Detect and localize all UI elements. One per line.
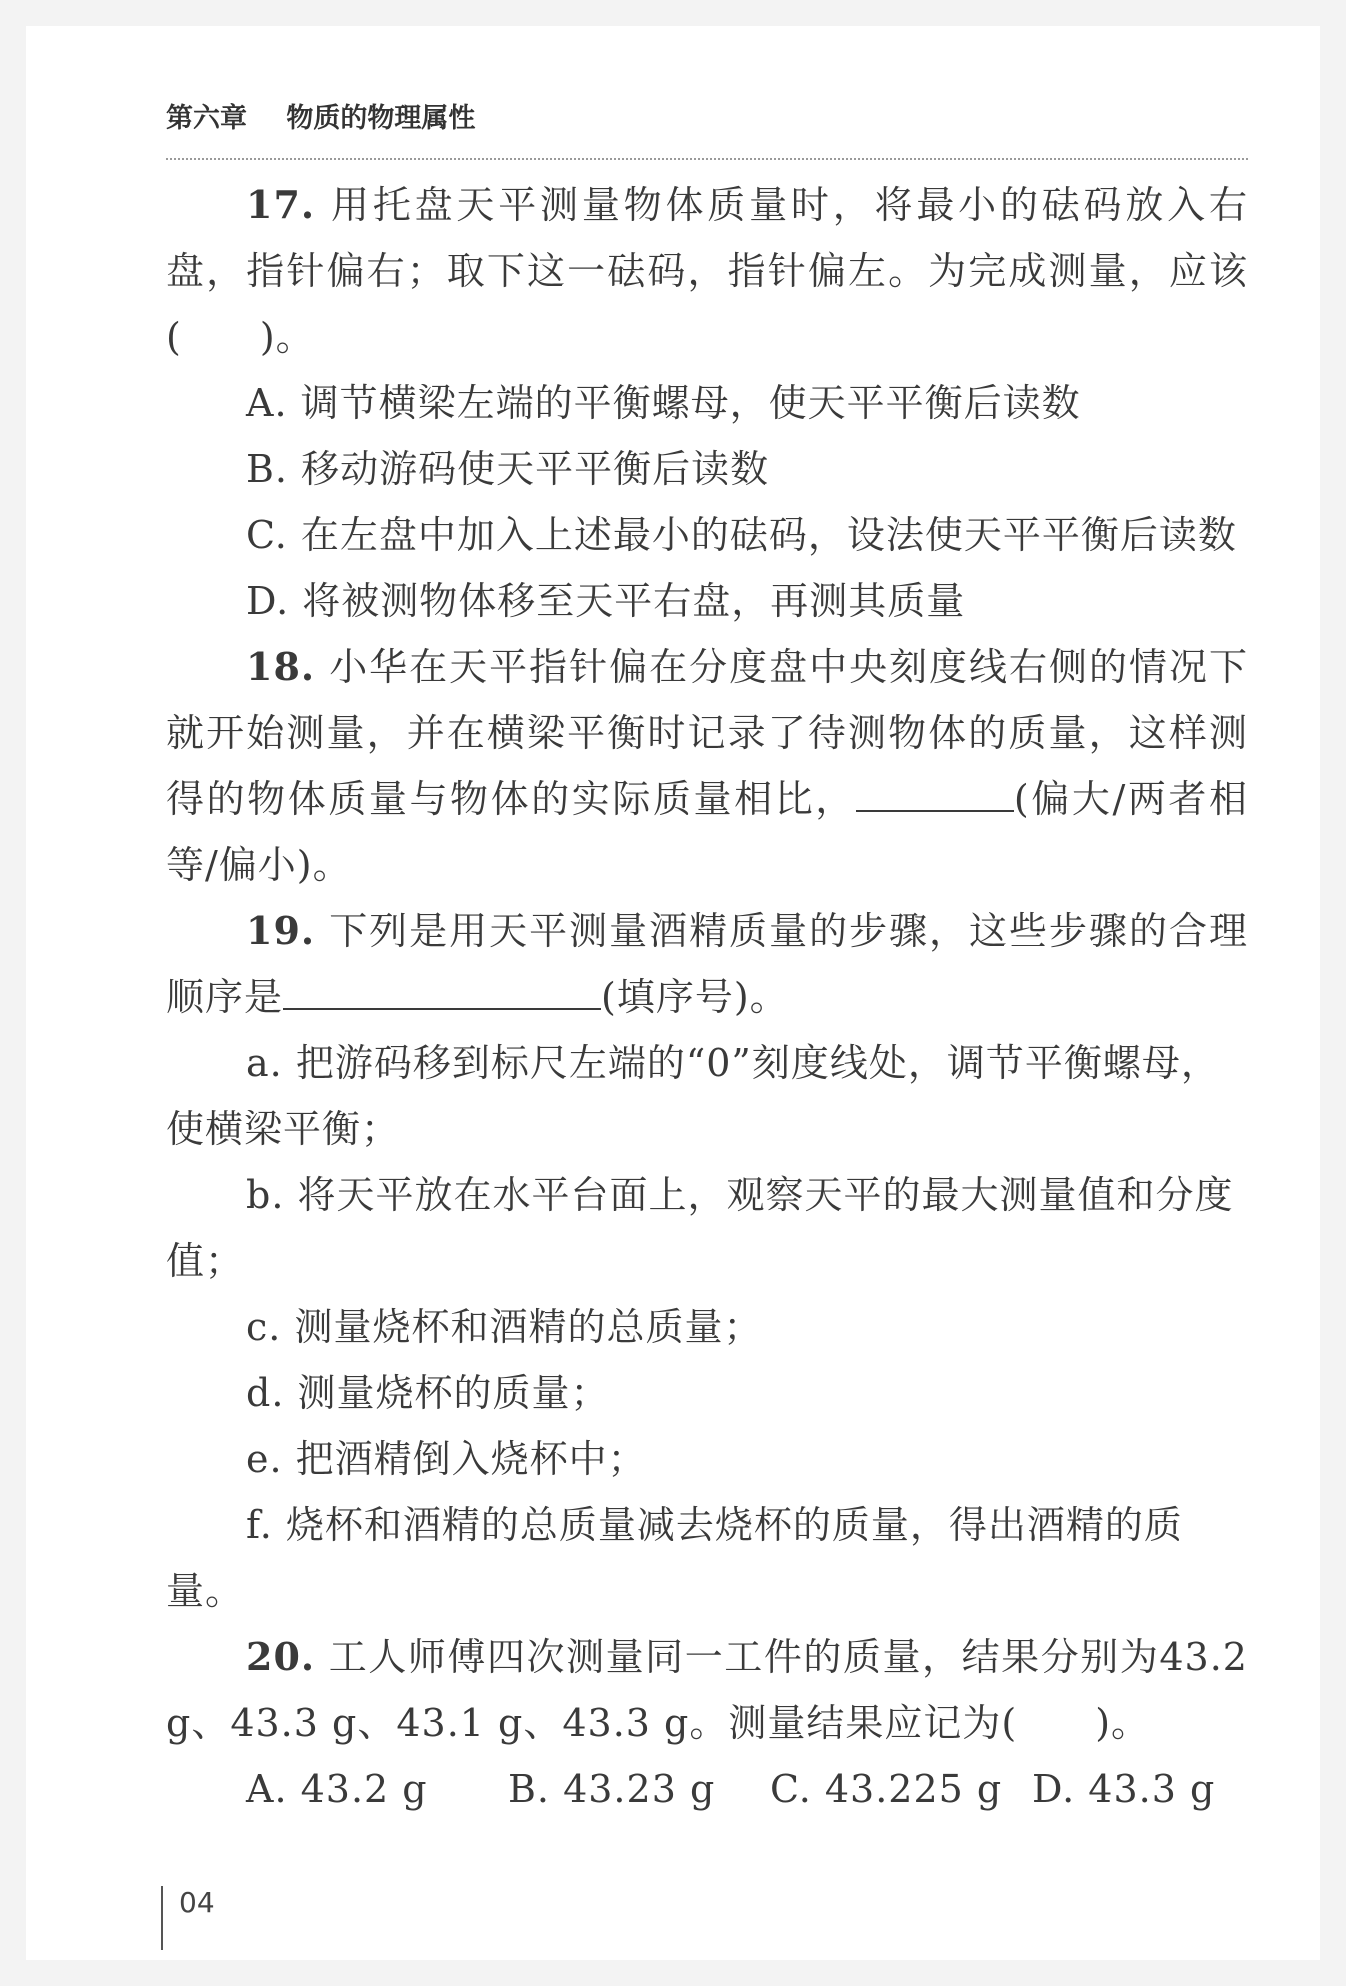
question-20-option-d: D. 43.3 g	[1032, 1767, 1216, 1811]
question-18-number: 18.	[246, 644, 316, 689]
question-18-stem-after: (偏大/两者相等/偏小)。	[166, 777, 1248, 887]
question-17-option-a: A. 调节横梁左端的平衡螺母，使天平平衡后读数	[246, 381, 1081, 425]
question-19-step-b: b. 将天平放在水平台面上，观察天平的最大测量值和分度值；	[166, 1173, 1234, 1283]
question-19-step-d: d. 测量烧杯的质量；	[246, 1371, 610, 1415]
question-20-stem: 工人师傅四次测量同一工件的质量，结果分别为43.2 g、43.3 g、43.1 g、43.3 g。测量结果应记为( )。	[166, 1635, 1248, 1745]
question-19-stem-before: 下列是用天平测量酒精质量的步骤，这些步骤的合理顺序是	[166, 909, 1248, 1019]
question-18-answer-blank[interactable]	[856, 766, 1014, 812]
question-18	[166, 634, 1248, 898]
question-20-number: 20.	[246, 1634, 316, 1679]
question-19-step-f: f. 烧杯和酒精的总质量减去烧杯的质量，得出酒精的质量。	[166, 1503, 1183, 1613]
question-19-step-e: e. 把酒精倒入烧杯中；	[246, 1437, 647, 1481]
question-19-number: 19.	[246, 908, 316, 953]
question-20-option-c: C. 43.225 g	[770, 1767, 1003, 1811]
question-19-step-c: c. 测量烧杯和酒精的总质量；	[246, 1305, 763, 1349]
question-18-stem-before: 小华在天平指针偏在分度盘中央刻度线右侧的情况下就开始测量，并在横梁平衡时记录了待测物体的质量，这样测得的物体质量与物体的实际质量相比，	[166, 645, 1248, 821]
question-20-option-a: A. 43.2 g	[246, 1767, 428, 1811]
question-20-options	[166, 1756, 1248, 1822]
question-17-option-d: D. 将被测物体移至天平右盘，再测其质量	[246, 579, 966, 623]
chapter-label: 第六章	[166, 103, 247, 134]
question-19-step-a: a. 把游码移到标尺左端的“0”刻度线处，调节平衡螺母，使横梁平衡；	[166, 1041, 1220, 1151]
question-19-answer-blank[interactable]	[283, 964, 601, 1010]
question-17-number: 17.	[246, 182, 316, 227]
question-19-stem-after: (填序号)。	[601, 975, 789, 1019]
question-17-option-b: B. 移动游码使天平平衡后读数	[246, 447, 770, 491]
question-19	[166, 898, 1248, 1030]
question-20-option-b: B. 43.23 g	[508, 1767, 716, 1811]
question-17	[166, 172, 1248, 370]
question-20	[166, 1624, 1248, 1756]
page-header	[166, 96, 1248, 160]
page-number: 04	[161, 1886, 215, 1950]
page-sheet	[26, 26, 1320, 1960]
chapter-title: 物质的物理属性	[286, 103, 476, 134]
question-17-option-c: C. 在左盘中加入上述最小的砝码，设法使天平平衡后读数	[246, 513, 1237, 557]
question-body	[166, 172, 1248, 1822]
question-17-stem: 用托盘天平测量物体质量时，将最小的砝码放入右盘，指针偏右；取下这一砝码，指针偏左。为完成测量，应该( )。	[166, 183, 1248, 359]
